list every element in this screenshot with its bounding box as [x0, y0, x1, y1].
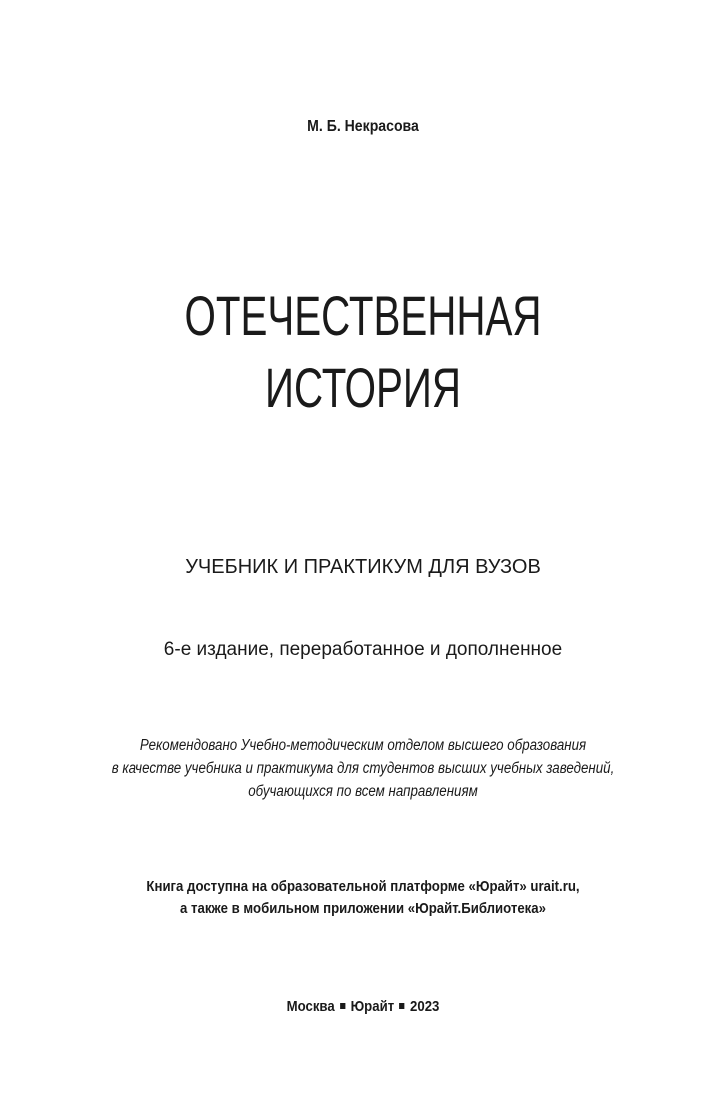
recommendation-line-2: в качестве учебника и практикума для студентов высших учебных заведений,	[111, 760, 615, 777]
square-separator-icon	[399, 1003, 404, 1009]
imprint-line	[44, 996, 683, 1018]
imprint-year: 2023	[410, 998, 440, 1015]
availability-line-1: Книга доступна на образовательной платформе «Юрайт» urait.ru,	[146, 878, 580, 895]
availability-note	[44, 876, 683, 920]
edition-note: 6-е издание, переработанное и дополненное	[163, 639, 563, 660]
recommendation-note	[51, 734, 675, 803]
book-title-line-1: ОТЕЧЕСТВЕННАЯ	[184, 284, 542, 347]
imprint-city: Москва	[286, 998, 335, 1015]
author-name: М. Б. Некрасова	[307, 118, 419, 135]
book-subtitle: УЧЕБНИК И ПРАКТИКУМ ДЛЯ ВУЗОВ	[185, 556, 541, 578]
book-title	[102, 280, 625, 424]
imprint-publisher: Юрайт	[350, 998, 395, 1015]
recommendation-line-1: Рекомендовано Учебно-методическим отделом высшего образования	[139, 737, 587, 754]
availability-line-2: а также в мобильном приложении «Юрайт.Библиотека»	[180, 900, 546, 917]
recommendation-line-3: обучающихся по всем направлениям	[248, 783, 478, 800]
book-title-line-2: ИСТОРИЯ	[265, 356, 461, 419]
square-separator-icon	[340, 1003, 345, 1009]
